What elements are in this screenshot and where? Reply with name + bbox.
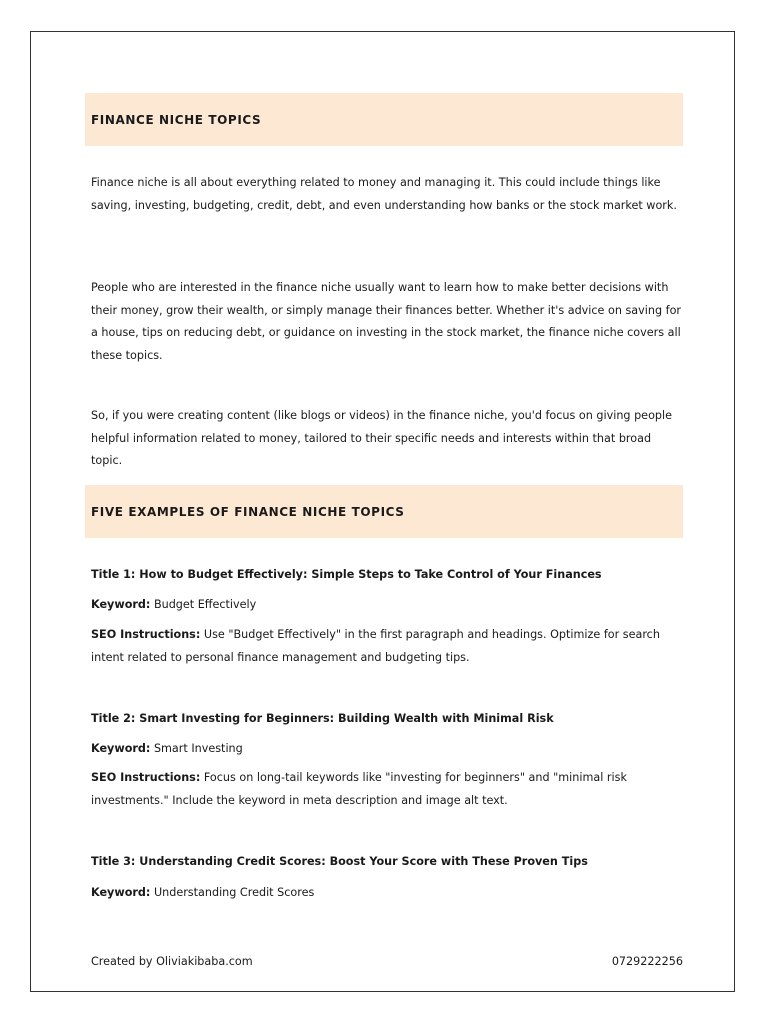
section-heading-finance-niche-topics [85, 93, 683, 146]
heading-text: FINANCE NICHE TOPICS [91, 112, 262, 127]
keyword-label: Keyword: [91, 598, 151, 611]
footer-credit: Created by Oliviakibaba.com [91, 955, 253, 968]
example-2-title: Title 2: Smart Investing for Beginners: Building Wealth with Minimal Risk [91, 712, 554, 725]
intro-paragraph-1: Finance niche is all about everything related to money and managing it. This could include things like saving, investing, budgeting, credit, debt, and even understanding how banks or the stock market work. [91, 176, 677, 212]
example-3-title: Title 3: Understanding Credit Scores: Boost Your Score with These Proven Tips [91, 855, 588, 868]
seo-label: SEO Instructions: [91, 771, 201, 784]
keyword-value: Smart Investing [153, 742, 243, 755]
keyword-label: Keyword: [91, 886, 151, 899]
footer-phone: 0729222256 [611, 955, 683, 968]
example-3-keyword [91, 882, 691, 904]
keyword-value: Budget Effectively [153, 598, 257, 611]
example-2-seo [91, 767, 683, 812]
keyword-label: Keyword: [91, 742, 151, 755]
example-1-seo [91, 624, 683, 669]
intro-paragraph-2: People who are interested in the finance niche usually want to learn how to make better decisions with their money, grow their wealth, or simply manage their finances better. Whether it's advice on saving for a house, tips on reducing debt, or guidance on investing in the stock market, the finance niche covers all these topics. [91, 281, 682, 362]
seo-text: Use "Budget Effectively" in the first paragraph and headings. Optimize for search intent related to personal finance management and budgeting tips. [91, 628, 660, 664]
keyword-value: Understanding Credit Scores [153, 886, 315, 899]
example-2-keyword [91, 738, 691, 760]
section-heading-five-examples [85, 485, 683, 538]
example-1-title: Title 1: How to Budget Effectively: Simple Steps to Take Control of Your Finances [91, 568, 602, 581]
heading-text: FIVE EXAMPLES OF FINANCE NICHE TOPICS [91, 504, 405, 519]
example-1-keyword [91, 594, 691, 616]
seo-label: SEO Instructions: [91, 628, 201, 641]
seo-text: Focus on long-tail keywords like "investing for beginners" and "minimal risk investments." Include the keyword in meta description and image alt text. [91, 771, 627, 807]
intro-paragraph-3: So, if you were creating content (like blogs or videos) in the finance niche, you'd focus on giving people helpful information related to money, tailored to their specific needs and interests within that broad topic. [91, 409, 673, 467]
